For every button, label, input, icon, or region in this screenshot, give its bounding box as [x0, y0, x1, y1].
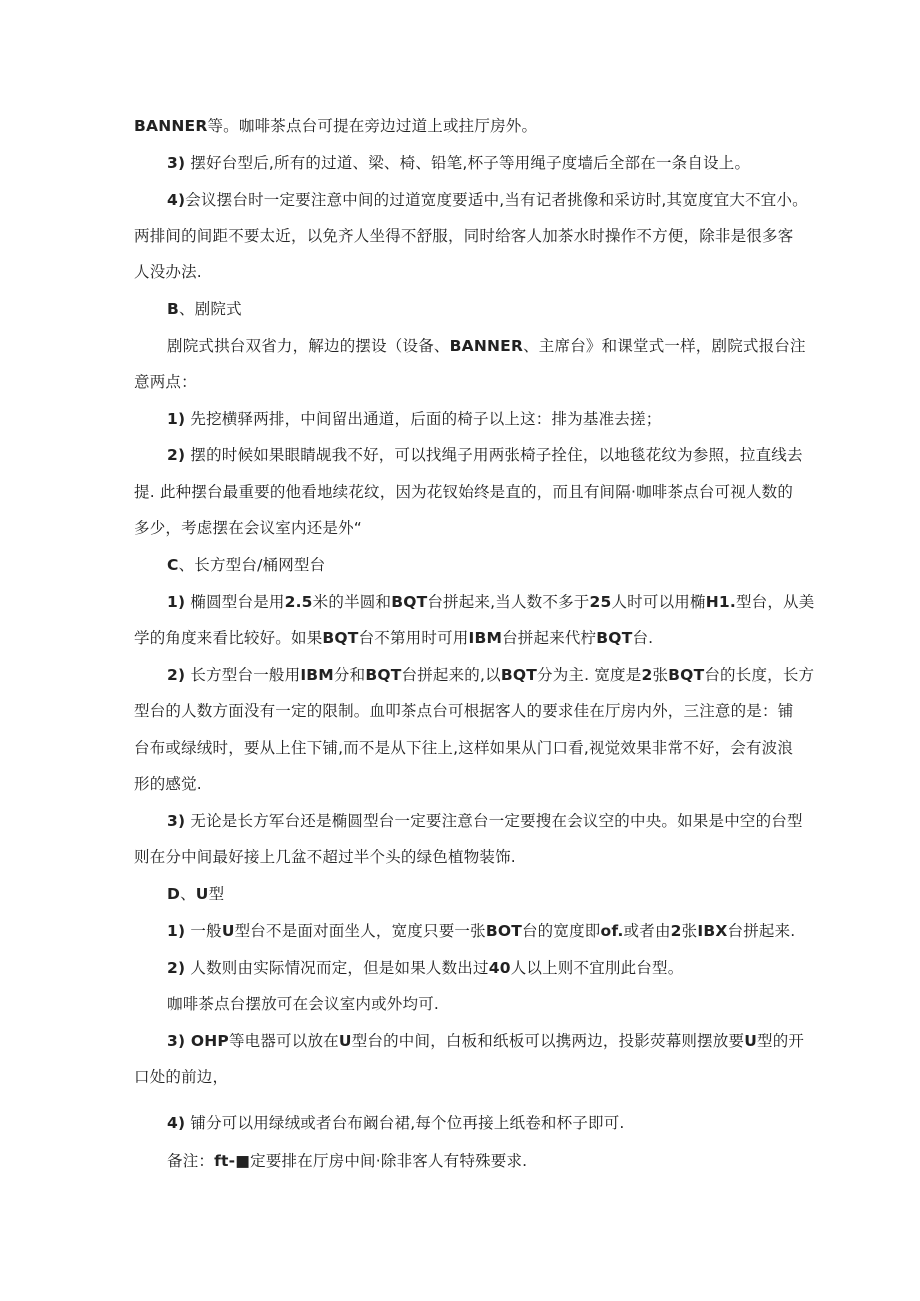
list-item: 3) OHP等电器可以放在U型台的中间，白板和纸板可以携两边，投影荧幕则摆放要U型的开: [167, 1032, 805, 1050]
note-line: 备注：ft-■定要排在厅房中间·除非客人有特殊要求.: [167, 1152, 528, 1170]
text-line: 剧院式拱台双省力，解边的摆设（设备、BANNER、主席台》和课堂式一样，剧院式报台注: [167, 337, 806, 355]
text-line: 两排间的间距不要太近，以免齐人坐得不舒服，同时给客人加茶水时操作不方便，除非是很多客: [134, 227, 794, 245]
text-line: 多少，考虑摆在会议室内还是外“: [134, 519, 363, 537]
list-item: 1) 一般U型台不是面对面坐人，宽度只要一张BOT台的宽度即of.或者由2张IBX台拼起来.: [167, 922, 796, 940]
section-heading: D、U型: [167, 885, 225, 903]
text-line: 提. 此种摆台最重要的他看地续花纹，因为花钗始终是直的，而且有间隔·咖啡茶点台可视人数的: [134, 483, 794, 501]
text-line: 咖啡茶点台摆放可在会议室内或外均可.: [167, 995, 440, 1013]
section-heading: B、剧院式: [167, 300, 242, 318]
text-line: 学的角度来看比较好。如果BQT台不第用时可用IBM台拼起来代柠BQT台.: [134, 629, 654, 647]
text-line: 台布或绿绒时，要从上住下铺,而不是从下往上,这样如果从门口看,视觉效果非常不好，会有波浪: [134, 739, 794, 757]
section-heading: C、长方型台/桶网型台: [167, 556, 326, 574]
list-item: 1) 椭圆型台是用2.5米的半圆和BQT台拼起来,当人数不多于25人时可以用椭H1.型台，从美: [167, 593, 815, 611]
text-line: 人没办法.: [134, 263, 202, 281]
list-item: 4)会议摆台时一定要注意中间的过道宽度要适中,当有记者挑像和采访时,其宽度宜大不宜小。: [167, 191, 808, 209]
list-item: 2) 长方型台一般用IBM分和BQT台拼起来的,以BQT分为主. 宽度是2张BQT台的长度，长方: [167, 666, 815, 684]
list-item: 2) 摆的时候如果眼睛觇我不好，可以找绳子用两张椅子拴住，以地毯花纹为参照，拉直线去: [167, 446, 803, 464]
text-line: 形的感觉.: [134, 775, 202, 793]
list-item: 2) 人数则由实际情况而定，但是如果人数出过40人以上则不宜刖此台型。: [167, 959, 684, 977]
list-item: 1) 先挖横驿两排，中间留出通道，后面的椅子以上这：排为基准去搓；: [167, 410, 662, 428]
text-line: 口处的前边，: [134, 1068, 229, 1086]
text-line: BANNER等。咖啡茶点台可提在旁边过道上或拄厅房外。: [134, 117, 538, 135]
text-line: 意两点：: [134, 373, 197, 391]
list-item: 4) 铺分可以用绿绒或者台布阚台裙,每个位再接上纸卷和杯子即可.: [167, 1114, 625, 1132]
list-item: 3) 摆好台型后,所有的过道、梁、椅、铅笔,杯子等用绳子度墙后全部在一条自设上。: [167, 154, 751, 172]
text-line: 型台的人数方面没有一定的限制。血叩茶点台可根据客人的要求佳在厅房内外，三注意的是：铺: [134, 702, 794, 720]
list-item: 3) 无论是长方军台还是椭圆型台一定要注意台一定要搜在会议空的中央。如果是中空的台型: [167, 812, 803, 830]
text-line: 则在分中间最好接上几盆不超过半个头的绿色植物装饰.: [134, 848, 516, 866]
